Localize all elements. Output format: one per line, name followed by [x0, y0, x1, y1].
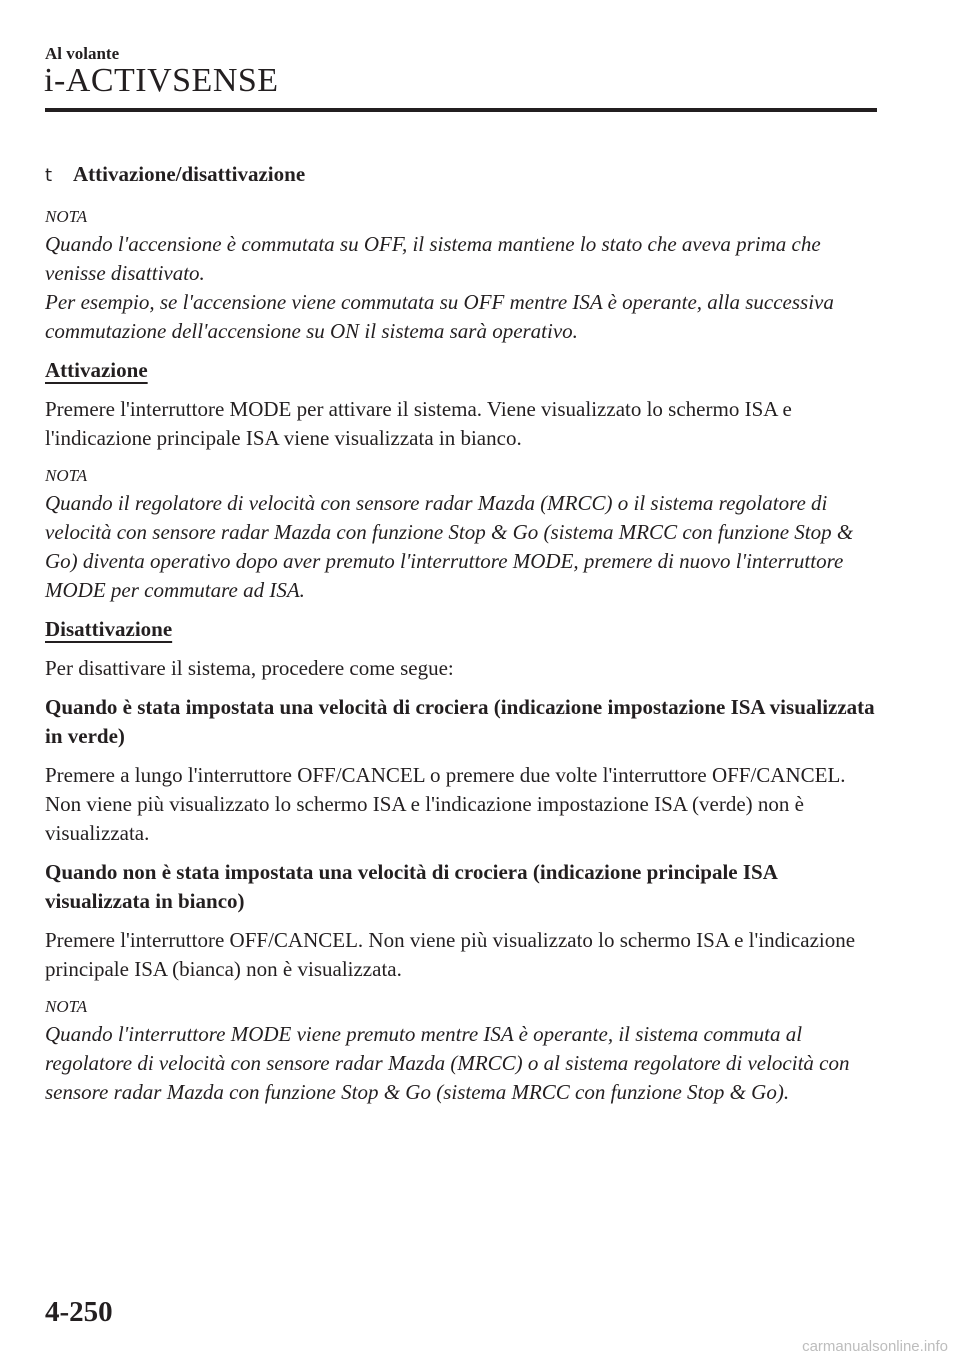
- note-text: Quando il regolatore di velocità con sensore radar Mazda (MRCC) o il sistema regolatore di velocità con sensore radar Mazda con funzione Stop & Go (sistema MRCC con funzione Stop & Go) diventa operativo dopo aver premuto l'interruttore MODE, premere di nuovo l'interruttore MODE per commutare ad ISA.: [45, 491, 854, 602]
- case-title: Quando è stata impostata una velocità di crociera (indicazione impostazione ISA visualizzata in verde): [45, 695, 875, 748]
- section-heading: [45, 160, 885, 190]
- note-text: Quando l'accensione è commutata su OFF, il sistema mantiene lo stato che aveva prima che venisse disattivato.: [45, 232, 821, 285]
- section-title: Attivazione/disattivazione: [73, 162, 306, 186]
- chapter-subtitle: Al volante: [45, 44, 120, 63]
- watermark: carmanualsonline.info: [802, 1338, 948, 1355]
- case-text: Premere l'interruttore OFF/CANCEL. Non viene più visualizzato lo schermo ISA e l'indicazione principale ISA (bianca) non è visualizzata.: [45, 928, 856, 981]
- note-label: NOTA: [45, 207, 88, 226]
- case-title: Quando non è stata impostata una velocità di crociera (indicazione principale ISA visualizzata in bianco): [45, 860, 777, 913]
- activation-heading: Attivazione: [45, 358, 148, 382]
- note-label: NOTA: [45, 466, 88, 485]
- note-text: Per esempio, se l'accensione viene commutata su OFF mentre ISA è operante, alla successiva commutazione dell'accensione su ON il sistema sarà operativo.: [45, 290, 834, 343]
- note-block-2: [45, 463, 885, 605]
- note-block-3: [45, 994, 885, 1107]
- section-marker-icon: t: [45, 165, 53, 186]
- note-text: Quando l'interruttore MODE viene premuto mentre ISA è operante, il sistema commuta al regolatore di velocità con sensore radar Mazda (MRCC) o al sistema regolatore di velocità con sensore radar Mazda con funzione Stop & Go (sistema MRCC con funzione Stop & Go).: [45, 1022, 850, 1104]
- chapter-title: i-ACTIVSENSE: [44, 62, 279, 99]
- note-label: NOTA: [45, 997, 88, 1016]
- header-divider: [45, 108, 877, 112]
- activation-text: Premere l'interruttore MODE per attivare il sistema. Viene visualizzato lo schermo ISA e l'indicazione principale ISA viene visualizzata in bianco.: [45, 397, 792, 450]
- note-block-1: [45, 204, 885, 346]
- page-number: 4-250: [45, 1296, 113, 1328]
- deactivation-heading: Disattivazione: [45, 617, 173, 641]
- case-text: Premere a lungo l'interruttore OFF/CANCEL o premere due volte l'interruttore OFF/CANCEL. Non viene più visualizzato lo schermo ISA e l'indicazione impostazione ISA (verde) non è visualizzata.: [45, 763, 846, 845]
- deactivation-intro: Per disattivare il sistema, procedere come segue:: [45, 656, 454, 680]
- page-content: [45, 160, 885, 1117]
